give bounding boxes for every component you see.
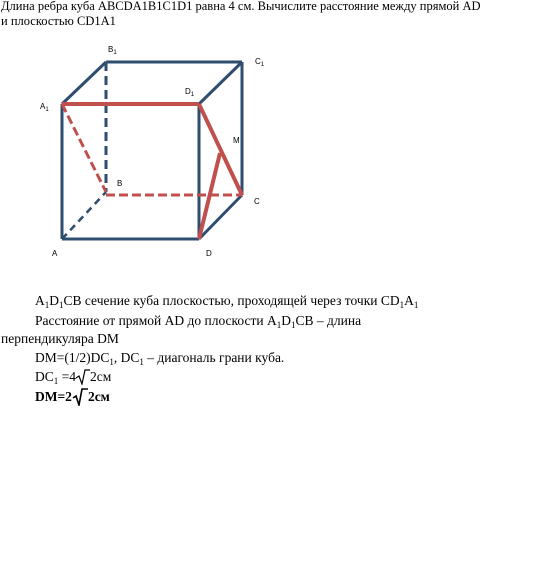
section-d1-c <box>199 104 242 195</box>
edge-a1-b1 <box>62 62 106 104</box>
cube-figure <box>0 40 300 270</box>
solution-line-6: DM=2 2см <box>35 389 110 404</box>
edge-d1-c1 <box>199 62 242 104</box>
label-a1: $A_1$ <box>40 102 49 113</box>
solution-line-1: $A_1D_1CB$ сечение куба плоскостью, проходящей через точки $CD_1A_1$ <box>35 293 419 310</box>
label-m: M <box>233 136 240 145</box>
label-b: B <box>117 179 123 188</box>
label-d1: $D_1$ <box>185 87 195 98</box>
sqrt-symbol <box>76 369 90 385</box>
solution-line-2: Расстояние от прямой AD до плоскости $A_1D_1CB$ – длина <box>35 313 362 330</box>
edge-a-b <box>62 192 106 239</box>
solution-line-3: перпендикуляра DM <box>1 331 119 346</box>
label-c: C <box>254 197 260 206</box>
label-b1: $B_1$ <box>108 45 117 56</box>
section-a1-b <box>62 104 106 192</box>
problem-statement <box>1 0 521 29</box>
problem-line-2: и плоскостью CD1A1 <box>1 14 116 28</box>
problem-line-1: Длина ребра куба ABCDA1B1C1D1 равна 4 см. Вычислите расстояние между прямой AD <box>1 0 481 13</box>
label-d: D <box>206 249 212 258</box>
solution-line-5: $DC_1 =4$ 2см <box>35 369 112 386</box>
label-c1: $C_1$ <box>255 57 265 68</box>
sqrt-symbol <box>72 388 88 406</box>
label-a: A <box>52 249 58 258</box>
solution-line-4: $DM=(1/2)DC_1$, $DC_1$ – диагональ грани куба. <box>35 350 285 367</box>
